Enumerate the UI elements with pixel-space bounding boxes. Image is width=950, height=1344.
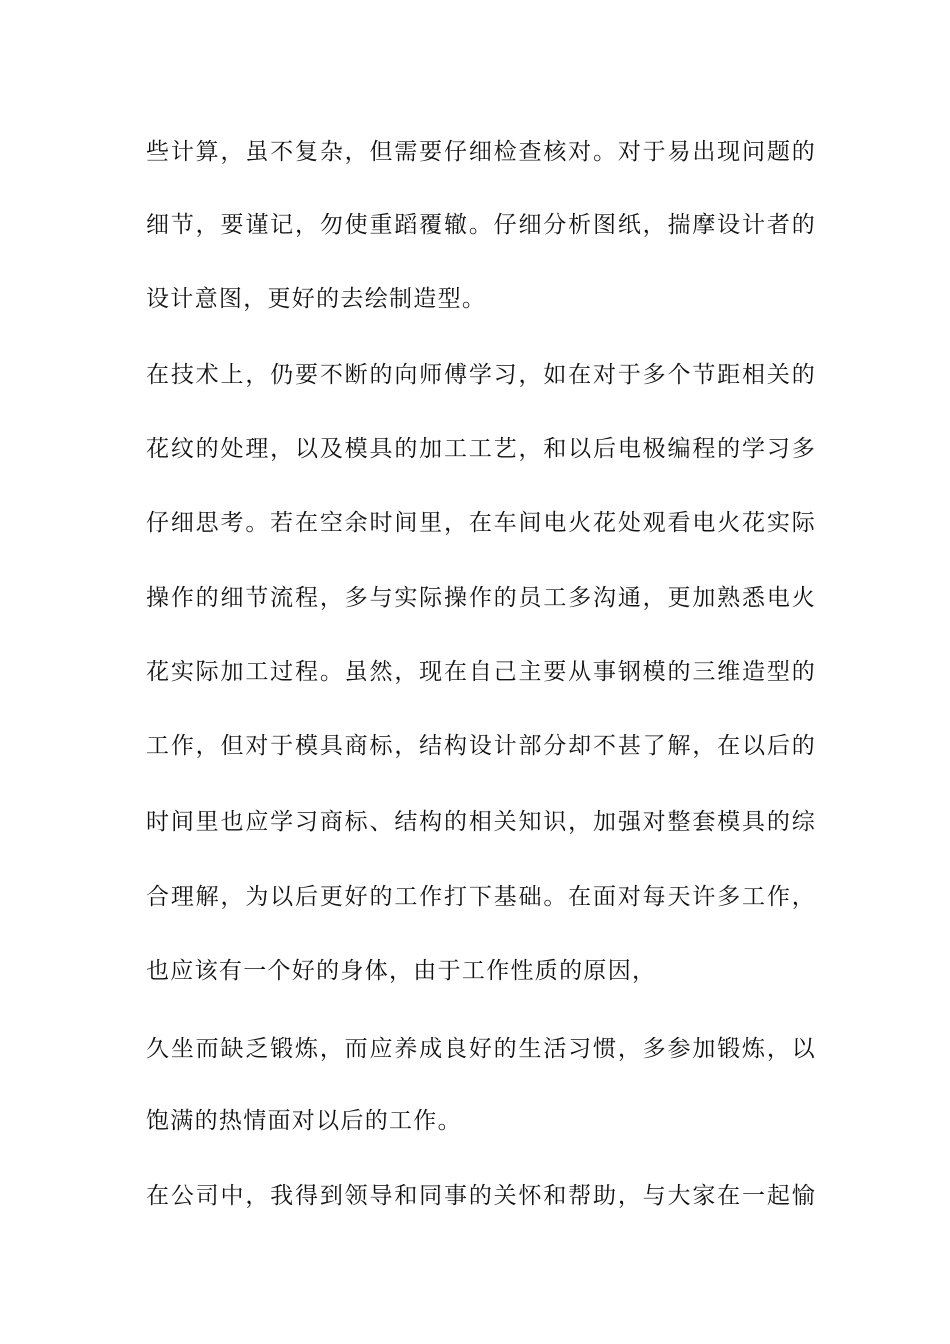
text-line-13: 久坐而缺乏锻炼，而应养成良好的生活习惯，多参加锻炼，以: [146, 1036, 816, 1062]
text-line-3: 设计意图，更好的去绘制造型。: [146, 286, 487, 312]
text-line-12: 也应该有一个好的身体，由于工作性质的原因，: [146, 958, 657, 984]
text-line-2: 细节，要谨记，勿使重蹈覆辙。仔细分析图纸，揣摩设计者的: [146, 212, 816, 238]
text-line-5: 花纹的处理，以及模具的加工工艺，和以后电极编程的学习多: [146, 436, 816, 462]
text-line-14: 饱满的热情面对以后的工作。: [146, 1108, 462, 1134]
text-line-6: 仔细思考。若在空余时间里，在车间电火花处观看电火花实际: [146, 510, 816, 536]
text-line-4: 在技术上，仍要不断的向师傅学习，如在对于多个节距相关的: [146, 362, 816, 388]
text-line-9: 工作，但对于模具商标，结构设计部分却不甚了解，在以后的: [146, 733, 816, 759]
text-line-1: 些计算，虽不复杂，但需要仔细检查核对。对于易出现问题的: [146, 139, 816, 165]
text-line-8: 花实际加工过程。虽然，现在自己主要从事钢模的三维造型的: [146, 659, 816, 685]
text-line-7: 操作的细节流程，多与实际操作的员工多沟通，更加熟悉电火: [146, 585, 816, 611]
text-line-15: 在公司中，我得到领导和同事的关怀和帮助，与大家在一起愉: [146, 1183, 816, 1209]
text-line-11: 合理解，为以后更好的工作打下基础。在面对每天许多工作，: [146, 884, 816, 910]
text-line-10: 时间里也应学习商标、结构的相关知识，加强对整套模具的综: [146, 809, 816, 835]
